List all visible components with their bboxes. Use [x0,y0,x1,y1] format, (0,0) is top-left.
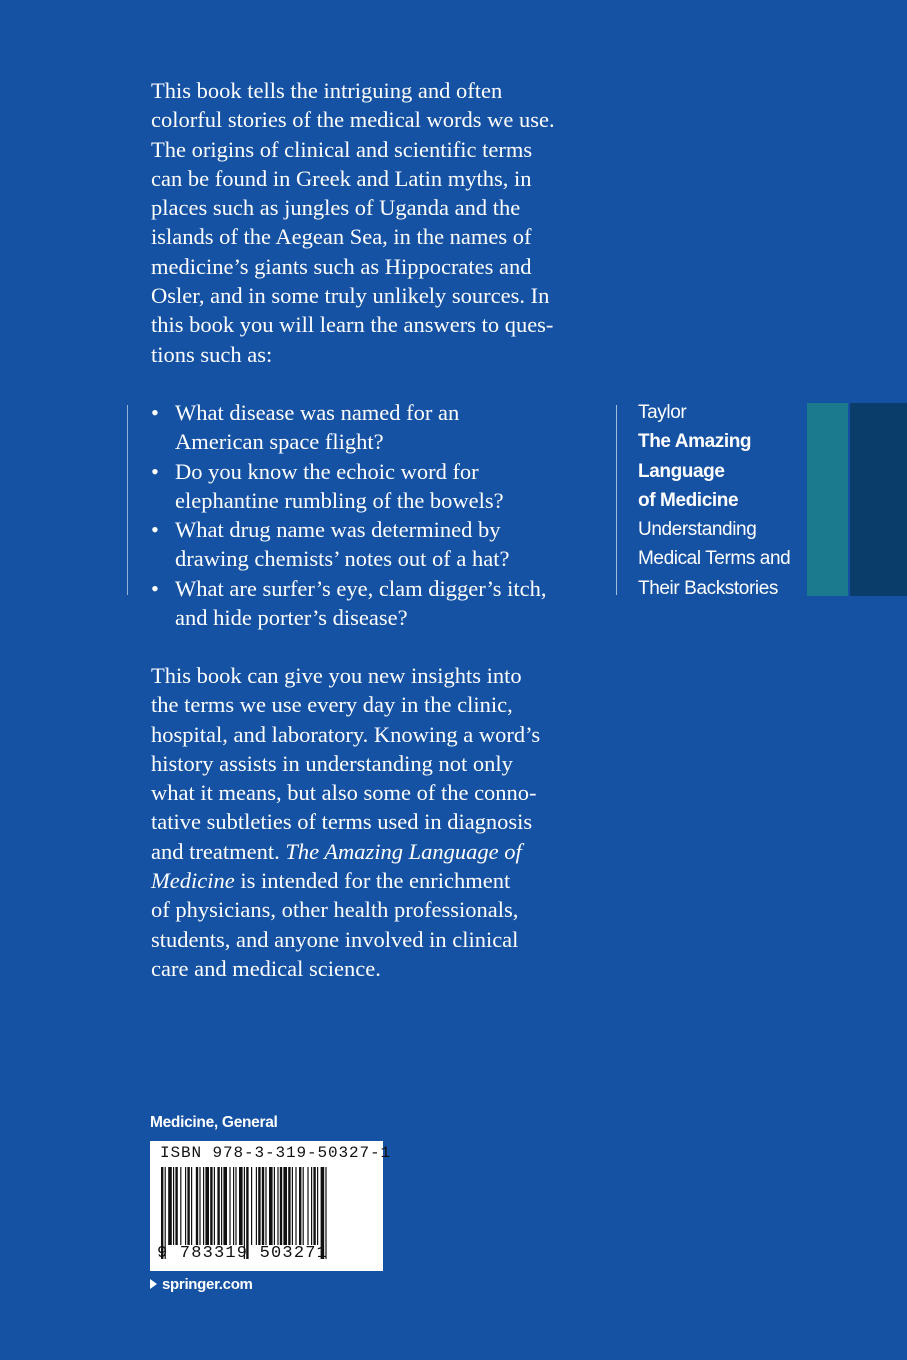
barcode-bar [221,1167,222,1245]
barcode-bar [180,1167,181,1245]
bullet-icon: • [151,400,159,425]
barcode-bar [175,1167,177,1245]
barcode-bar [205,1167,209,1245]
barcode-bar [210,1167,212,1245]
outro-paragraph [151,661,581,983]
barcode-bar [265,1167,266,1245]
barcode-bar [274,1167,275,1245]
book-title-line: The Amazing [638,431,752,453]
outro-line: what it means, but also some of the conno- [151,780,537,806]
intro-line: Osler, and in some truly unlikely sources. In [151,283,550,309]
subtitle-line: Understanding [638,519,757,541]
author-name: Taylor [638,402,687,423]
intro-line: places such as jungles of Uganda and the [151,195,521,221]
questions-divider [127,405,128,595]
barcode-bar [217,1167,219,1245]
barcode-bar [187,1167,189,1245]
bullet-icon: • [151,458,159,484]
publisher-link[interactable]: springer.com [150,1276,253,1293]
barcode-bar [317,1167,318,1245]
outro-line: and treatment. The Amazing Language of [151,838,522,864]
questions-list [151,398,581,632]
isbn-label: ISBN 978-3-319-50327-1 [160,1144,392,1162]
book-title-line: of Medicine [638,489,739,511]
intro-line: this book you will learn the answers to ques- [151,312,554,338]
category-label: Medicine, General [150,1114,278,1131]
barcode-bar [283,1167,287,1245]
barcode-bar [239,1167,243,1245]
question-item: • Do you know the echoic word for elephantine rumbling of the bowels? [151,458,504,513]
outro-line: the terms we use every day in the clinic, [151,692,513,718]
question-item: • What are surfer’s eye, clam digger’s itch, and hide porter’s disease? [151,575,547,631]
barcode-bar [196,1167,198,1245]
barcode-bar [292,1167,293,1245]
arrow-right-icon [150,1279,157,1289]
barcode-bar [295,1167,296,1245]
barcode-bar [299,1167,301,1245]
outro-line: hospital, and laboratory. Knowing a word’s [151,721,541,747]
teal-color-block [807,403,848,596]
subtitle-line: Medical Terms and [638,548,791,570]
barcode-bar [313,1167,315,1245]
barcode-bar [258,1167,260,1245]
outro-line: tative subtleties of terms used in diagnosis [151,809,533,835]
barcode-bar [256,1167,257,1245]
intro-line: tions such as: [151,341,273,367]
intro-line: islands of the Aegean Sea, in the names of [151,224,532,250]
spine-title-block [638,398,798,603]
intro-paragraph [151,76,621,369]
intro-line: This book tells the intriguing and often [151,78,503,103]
question-item: • What drug name was determined by drawing chemists’ notes out of a hat? [151,517,510,572]
subtitle-line: Their Backstories [638,577,778,599]
question-item: • What disease was named for an American space flight? [151,400,460,455]
intro-line: The origins of clinical and scientific terms [151,136,533,162]
barcode-bar [311,1167,312,1245]
outro-line: students, and anyone involved in clinical [151,926,519,952]
barcode-bar [223,1167,227,1245]
bullet-icon: • [151,517,159,543]
barcode-bar [307,1167,308,1245]
barcode-bar [173,1167,174,1245]
barcode-bar [262,1167,264,1245]
barcode-bar [185,1167,186,1245]
outro-line: This book can give you new insights into [151,663,522,688]
intro-line: can be found in Greek and Latin myths, in [151,165,532,191]
navy-color-block [850,403,907,596]
spine-divider [616,405,617,595]
book-title-italic: Medicine [151,868,235,894]
barcode-bar [303,1167,304,1245]
outro-line: care and medical science. [151,955,381,981]
barcode-bar [280,1167,282,1245]
outro-line: history assists in understanding not only [151,750,513,776]
outro-line: Medicine is intended for the enrichment [151,868,511,894]
outro-line: of physicians, other health professionals, [151,897,519,923]
book-title-italic: The Amazing Language of [285,838,522,864]
barcode-bar [168,1167,172,1245]
barcode-bar [191,1167,192,1245]
barcode-bar [269,1167,273,1245]
book-title-line: Language [638,460,725,482]
bullet-icon: • [151,575,159,601]
barcode-bar [235,1167,236,1245]
barcode-bar [199,1167,200,1245]
intro-line: medicine’s giants such as Hippocrates and [151,253,532,279]
intro-line: colorful stories of the medical words we use. [151,107,555,133]
barcode-bar [277,1167,278,1245]
barcode-bar [233,1167,234,1245]
barcode-bar [288,1167,290,1245]
barcode-bar [229,1167,230,1245]
barcode-bar [203,1167,204,1245]
barcode-digits: 9 783319 503271 [157,1244,329,1263]
barcode-bar [251,1167,252,1245]
barcode-bar [214,1167,215,1245]
